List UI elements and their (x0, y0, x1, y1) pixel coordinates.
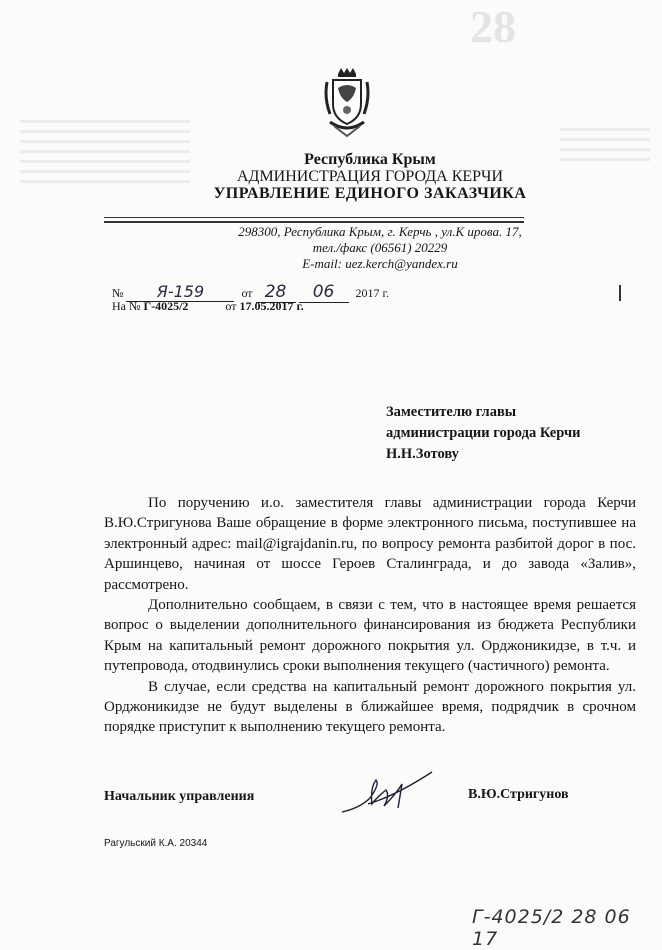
recipient-title: Заместителю главы (386, 404, 517, 420)
bleed-through-block (20, 120, 190, 190)
reference-number-row (112, 299, 304, 314)
bleed-through-number: 28 (470, 1, 516, 52)
recipient-block (386, 402, 580, 465)
executor-contact: Рагульский К.А. 20344 (104, 838, 208, 849)
letterhead-email: E-mail: uez.kerch@yandex.ru (302, 256, 458, 271)
crimea-coat-of-arms-emblem (324, 68, 370, 138)
letter-body (104, 493, 636, 738)
outgoing-day: 28 (256, 282, 296, 303)
margin-mark (619, 285, 621, 301)
letterhead-phone: тел./факс (06561) 20229 (312, 240, 448, 255)
number-label: № (112, 286, 124, 300)
bleed-through-block (560, 128, 650, 168)
incoming-registration-stamp: Г-4025/2 28 06 17 (472, 906, 631, 950)
reference-label: На № (112, 299, 141, 313)
outgoing-year: 2017 г. (355, 286, 390, 300)
letterhead-department: УПРАВЛЕНИЕ ЕДИНОГО ЗАКАЗЧИКА (213, 185, 527, 202)
recipient-organization: администрации города Керчи (386, 425, 581, 441)
signer-name: В.Ю.Стригунов (468, 787, 569, 802)
letterhead-administration: АДМИНИСТРАЦИЯ ГОРОДА КЕРЧИ (236, 168, 503, 185)
outgoing-number-value: Я-159 (126, 282, 234, 302)
body-paragraph: В случае, если средства на капитальный ремонт дорожного покрытия ул. Орджоникидзе не будут выделены в ближайшее время, подрядчик в срочном порядке приступит к выполнению текущего ремонта. (104, 678, 636, 736)
body-paragraph: По поручению и.о. заместителя главы администрации города Керчи В.Ю.Стригунова Ваше обращение в форме электронного письма, поступившее на электронный адрес: mail@igrajdanin.ru, по вопросу ремонта разбитой дорог в пос. Аршинцево, начиная от шоссе Героев Сталинграда, и до завода «Залив», рассмотрено. (104, 495, 636, 593)
outgoing-month: 06 (299, 282, 349, 303)
reference-from-label: от (225, 299, 237, 313)
body-paragraph: Дополнительно сообщаем, в связи с тем, что в настоящее время решается вопрос о выделении дополнительного финансирования из бюджета Республики Крым на капитальный ремонт дорожного покрытия ул. Орджоникидзе, в т.ч. и путепровода, отодвинулись сроки выполнения текущего (частичного) ремонта. (104, 597, 636, 675)
letterhead-address: 298300, Республика Крым, г. Керчь , ул.К ирова. 17, (238, 224, 522, 239)
recipient-name: Н.Н.Зотову (386, 446, 459, 462)
signer-position: Начальник управления (104, 789, 255, 804)
reference-number: Г-4025/2 (143, 299, 189, 313)
letterhead-republic: Республика Крым (304, 151, 436, 168)
date-from-label: от (241, 286, 253, 300)
letterhead-divider (104, 221, 524, 223)
letterhead-divider (104, 217, 524, 218)
reference-date: 17.05.2017 г. (239, 299, 304, 313)
handwritten-signature (340, 768, 435, 818)
